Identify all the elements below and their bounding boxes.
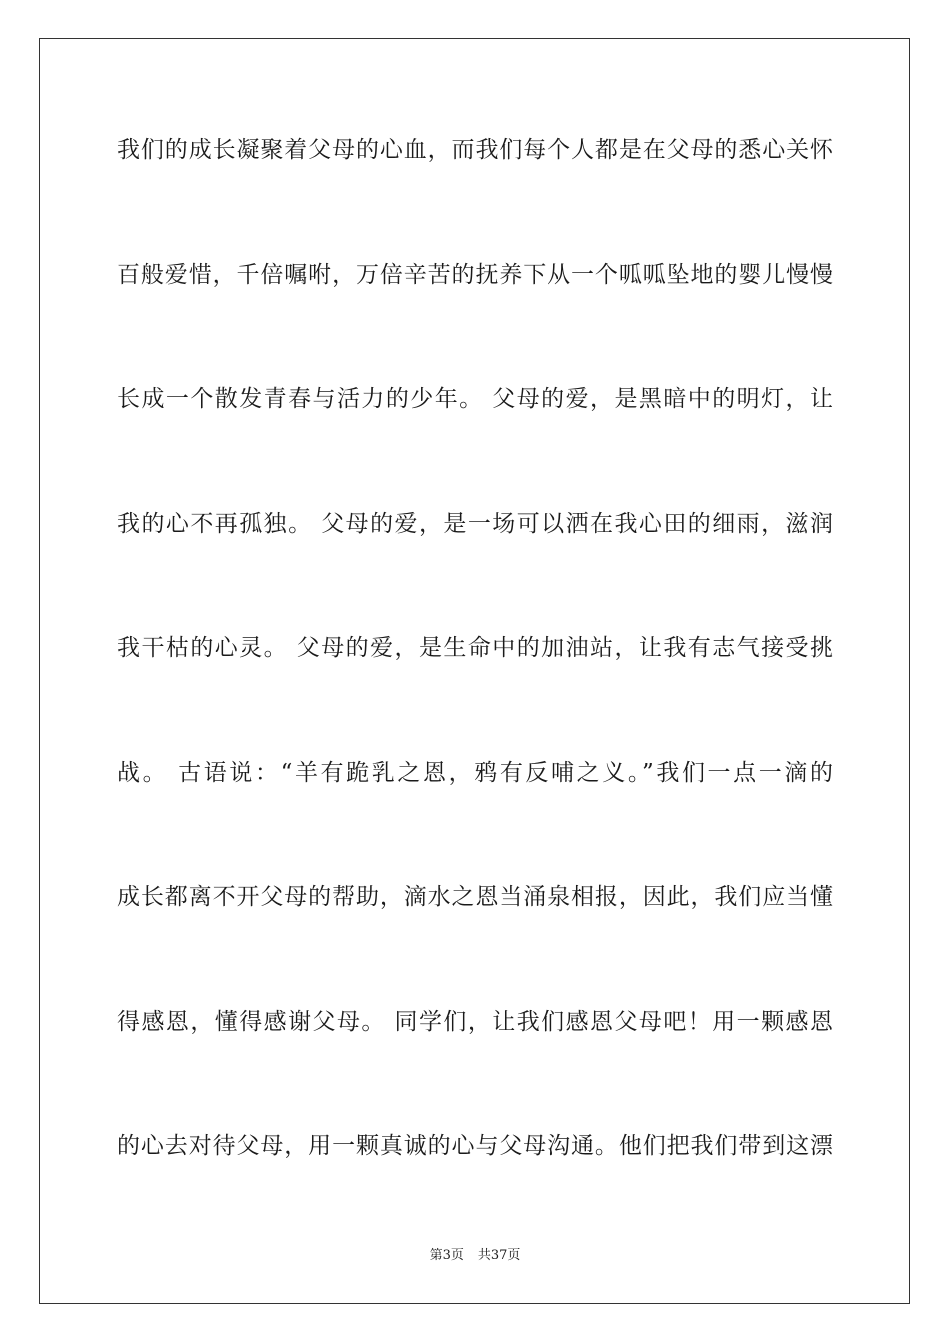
text-line: 战。 古语说：“羊有跪乳之恩，鸦有反哺之义。”我们一点一滴的: [117, 759, 833, 786]
page-footer: [0, 1244, 950, 1263]
page-number: 第3页: [429, 1248, 464, 1263]
document-body: [117, 130, 833, 1251]
text-line: 得感恩，懂得感谢父母。 同学们，让我们感恩父母吧！用一颗感恩: [117, 1008, 833, 1035]
text-line: 长成一个散发青春与活力的少年。 父母的爱，是黑暗中的明灯，让: [117, 386, 833, 412]
text-line: 我干枯的心灵。 父母的爱，是生命中的加油站，让我有志气接受挑: [117, 635, 833, 661]
text-line: 我的心不再孤独。 父母的爱，是一场可以洒在我心田的细雨，滋润: [117, 510, 833, 537]
text-line: 的心去对待父母，用一颗真诚的心与父母沟通。他们把我们带到这漂: [117, 1133, 833, 1159]
text-line: 我们的成长凝聚着父母的心血，而我们每个人都是在父母的悉心关怀: [117, 137, 833, 163]
page-total: 共37页: [477, 1248, 521, 1263]
text-line: 成长都离不开父母的帮助，滴水之恩当涌泉相报，因此，我们应当懂: [117, 884, 833, 910]
text-line: 百般爱惜，千倍嘱咐，万倍辛苦的抚养下从一个呱呱坠地的婴儿慢慢: [117, 261, 833, 288]
